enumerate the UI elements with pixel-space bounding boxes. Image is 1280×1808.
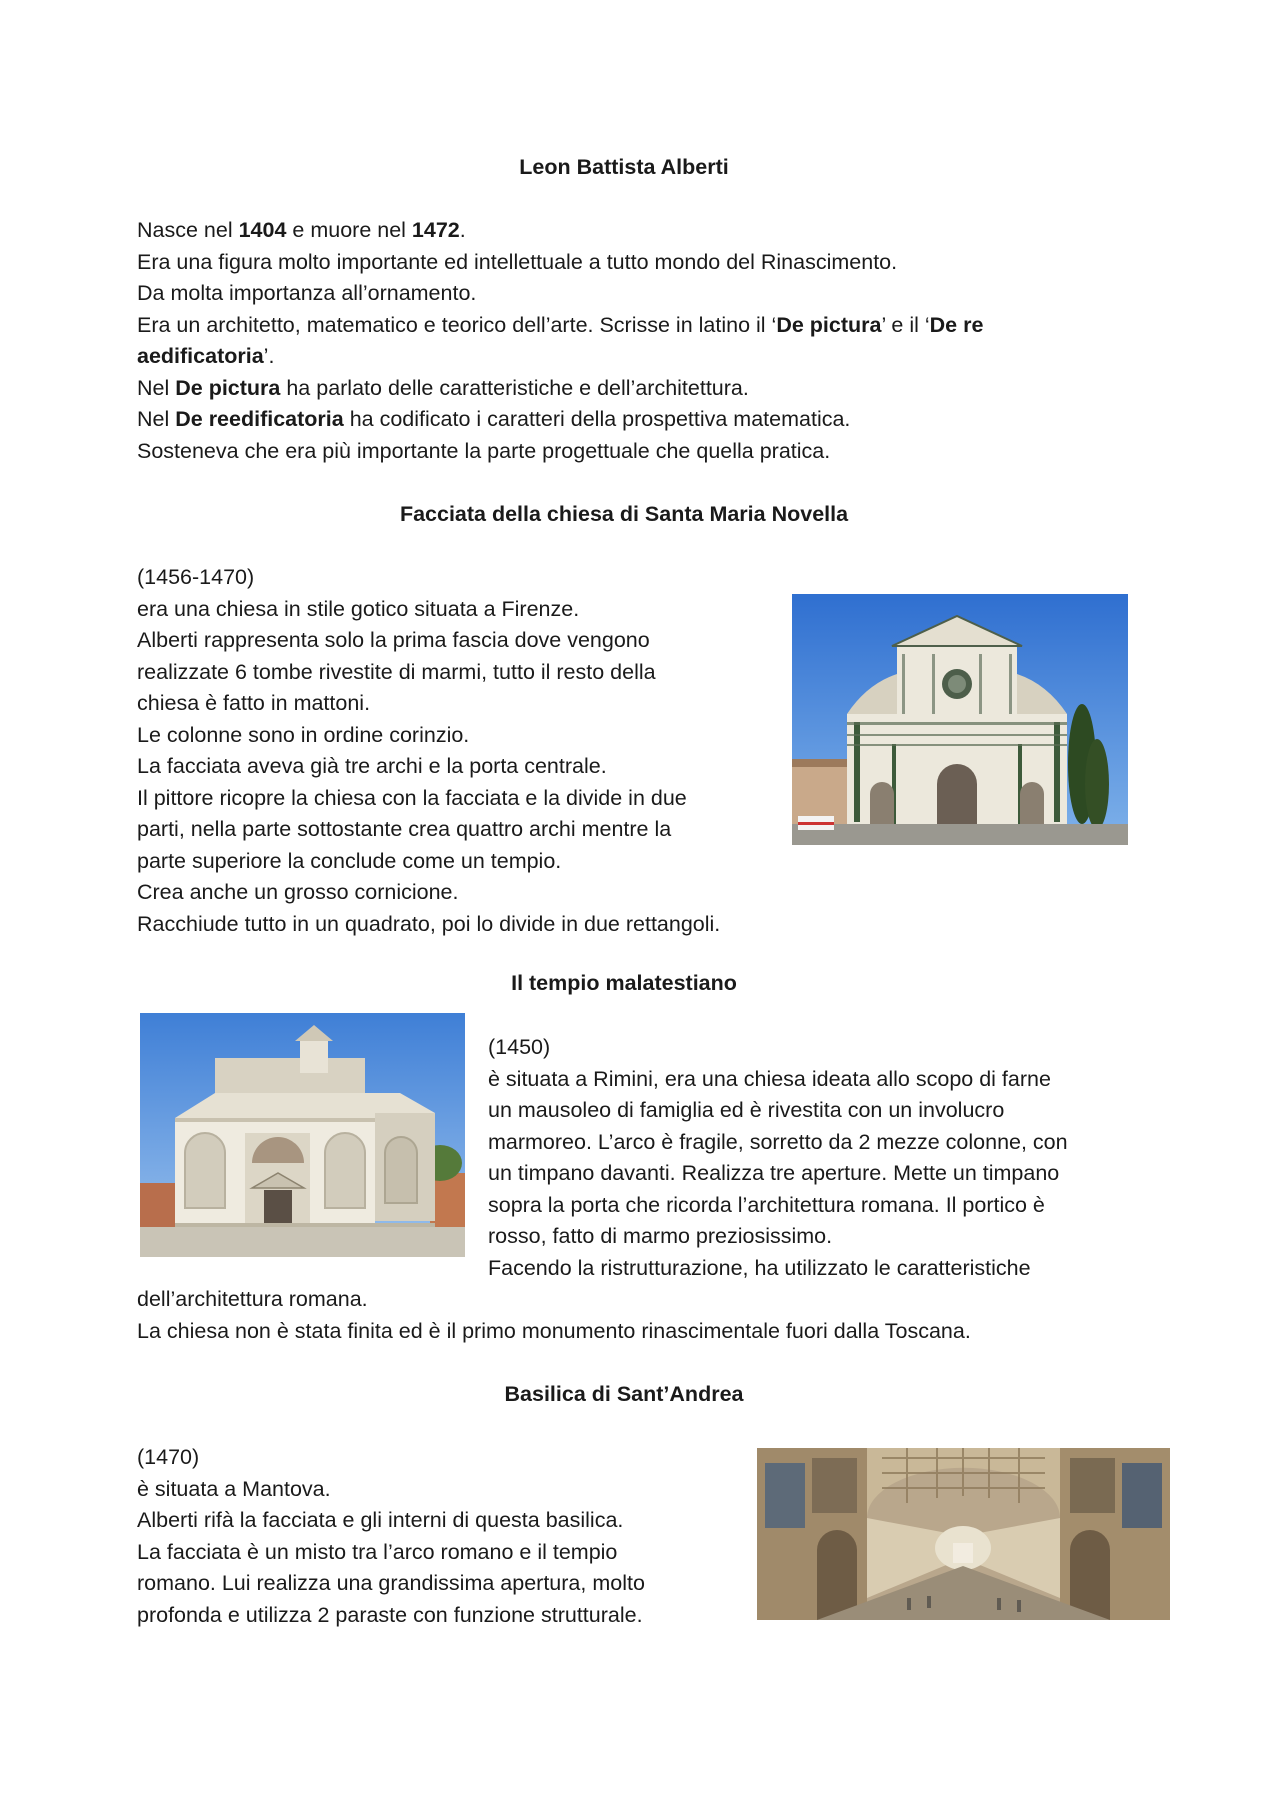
smn-line: (1456-1470) xyxy=(137,565,255,589)
tm-line: un mausoleo di famiglia ed è rivestita con un involucro xyxy=(488,1098,1005,1122)
intro-line-2: Era una figura molto importante ed intellettuale a tutto mondo del Rinascimento. xyxy=(137,249,898,274)
sa-line: Alberti rifà la facciata e gli interni di questa basilica. xyxy=(137,1508,624,1532)
smn-line: Racchiude tutto in un quadrato, poi lo divide in due rettangoli. xyxy=(137,911,721,936)
section-heading-basilica-sant-andrea: Basilica di Sant’Andrea xyxy=(504,1382,744,1406)
tm-line: un timpano davanti. Realizza tre aperture. Mette un timpano xyxy=(488,1161,1060,1185)
intro-line-5: aedificatoria’. xyxy=(137,344,275,368)
sa-line: profonda e utilizza 2 paraste con funzione strutturale. xyxy=(137,1602,643,1627)
tm-line: dell’architettura romana. xyxy=(137,1287,368,1311)
intro-line-1: Nasce nel 1404 e muore nel 1472. xyxy=(137,218,466,242)
intro-line-3: Da molta importanza all’ornamento. xyxy=(137,281,477,305)
smn-line: parti, nella parte sottostante crea quattro archi mentre la xyxy=(137,817,672,841)
intro-line-4: Era un architetto, matematico e teorico dell’arte. Scrisse in latino il ‘De pictura’ e il ‘De re xyxy=(137,312,984,337)
smn-line: chiesa è fatto in mattoni. xyxy=(137,691,371,715)
smn-line: era una chiesa in stile gotico situata a Firenze. xyxy=(137,596,580,621)
smn-line: Le colonne sono in ordine corinzio. xyxy=(137,722,470,747)
smn-line: realizzate 6 tombe rivestite di marmi, tutto il resto della xyxy=(137,659,656,684)
tempio-malatestiano-photo xyxy=(140,1013,465,1257)
tm-line: marmoreo. L’arco è fragile, sorretto da 2 mezze colonne, con xyxy=(488,1129,1068,1154)
intro-line-6: Nel De pictura ha parlato delle caratteristiche e dell’architettura. xyxy=(137,375,749,400)
sa-line: La facciata è un misto tra l’arco romano e il tempio xyxy=(137,1539,618,1564)
smn-line: Alberti rappresenta solo la prima fascia dove vengono xyxy=(137,628,650,652)
smn-line: La facciata aveva già tre archi e la porta centrale. xyxy=(137,754,607,778)
sa-line: romano. Lui realizza una grandissima apertura, molto xyxy=(137,1571,645,1595)
smn-line: parte superiore la conclude come un tempio. xyxy=(137,848,562,873)
smn-line: Il pittore ricopre la chiesa con la facciata e la divide in due xyxy=(137,785,687,810)
intro-line-7: Nel De reedificatoria ha codificato i caratteri della prospettiva matematica. xyxy=(137,407,851,431)
section-heading-santa-maria-novella: Facciata della chiesa di Santa Maria Novella xyxy=(399,502,849,526)
santa-maria-novella-photo xyxy=(792,594,1128,845)
tm-line: Facendo la ristrutturazione, ha utilizzato le caratteristiche xyxy=(488,1255,1031,1280)
tm-line: sopra la porta che ricorda l’architettura romana. Il portico è xyxy=(488,1192,1045,1217)
smn-line: Crea anche un grosso cornicione. xyxy=(137,880,459,904)
page-title: Leon Battista Alberti xyxy=(519,155,729,179)
tm-line: La chiesa non è stata finita ed è il primo monumento rinascimentale fuori dalla Toscana. xyxy=(137,1318,971,1343)
sa-line: (1470) xyxy=(137,1445,200,1469)
sant-andrea-interior-photo xyxy=(757,1448,1170,1620)
intro-line-8: Sosteneva che era più importante la parte progettuale che quella pratica. xyxy=(137,438,831,463)
tm-line: (1450) xyxy=(488,1035,551,1059)
section-heading-tempio-malatestiano: Il tempio malatestiano xyxy=(511,971,737,995)
tm-line: rosso, fatto di marmo preziosissimo. xyxy=(488,1224,833,1248)
sa-line: è situata a Mantova. xyxy=(137,1476,331,1501)
tm-line: è situata a Rimini, era una chiesa ideata allo scopo di farne xyxy=(488,1066,1051,1091)
